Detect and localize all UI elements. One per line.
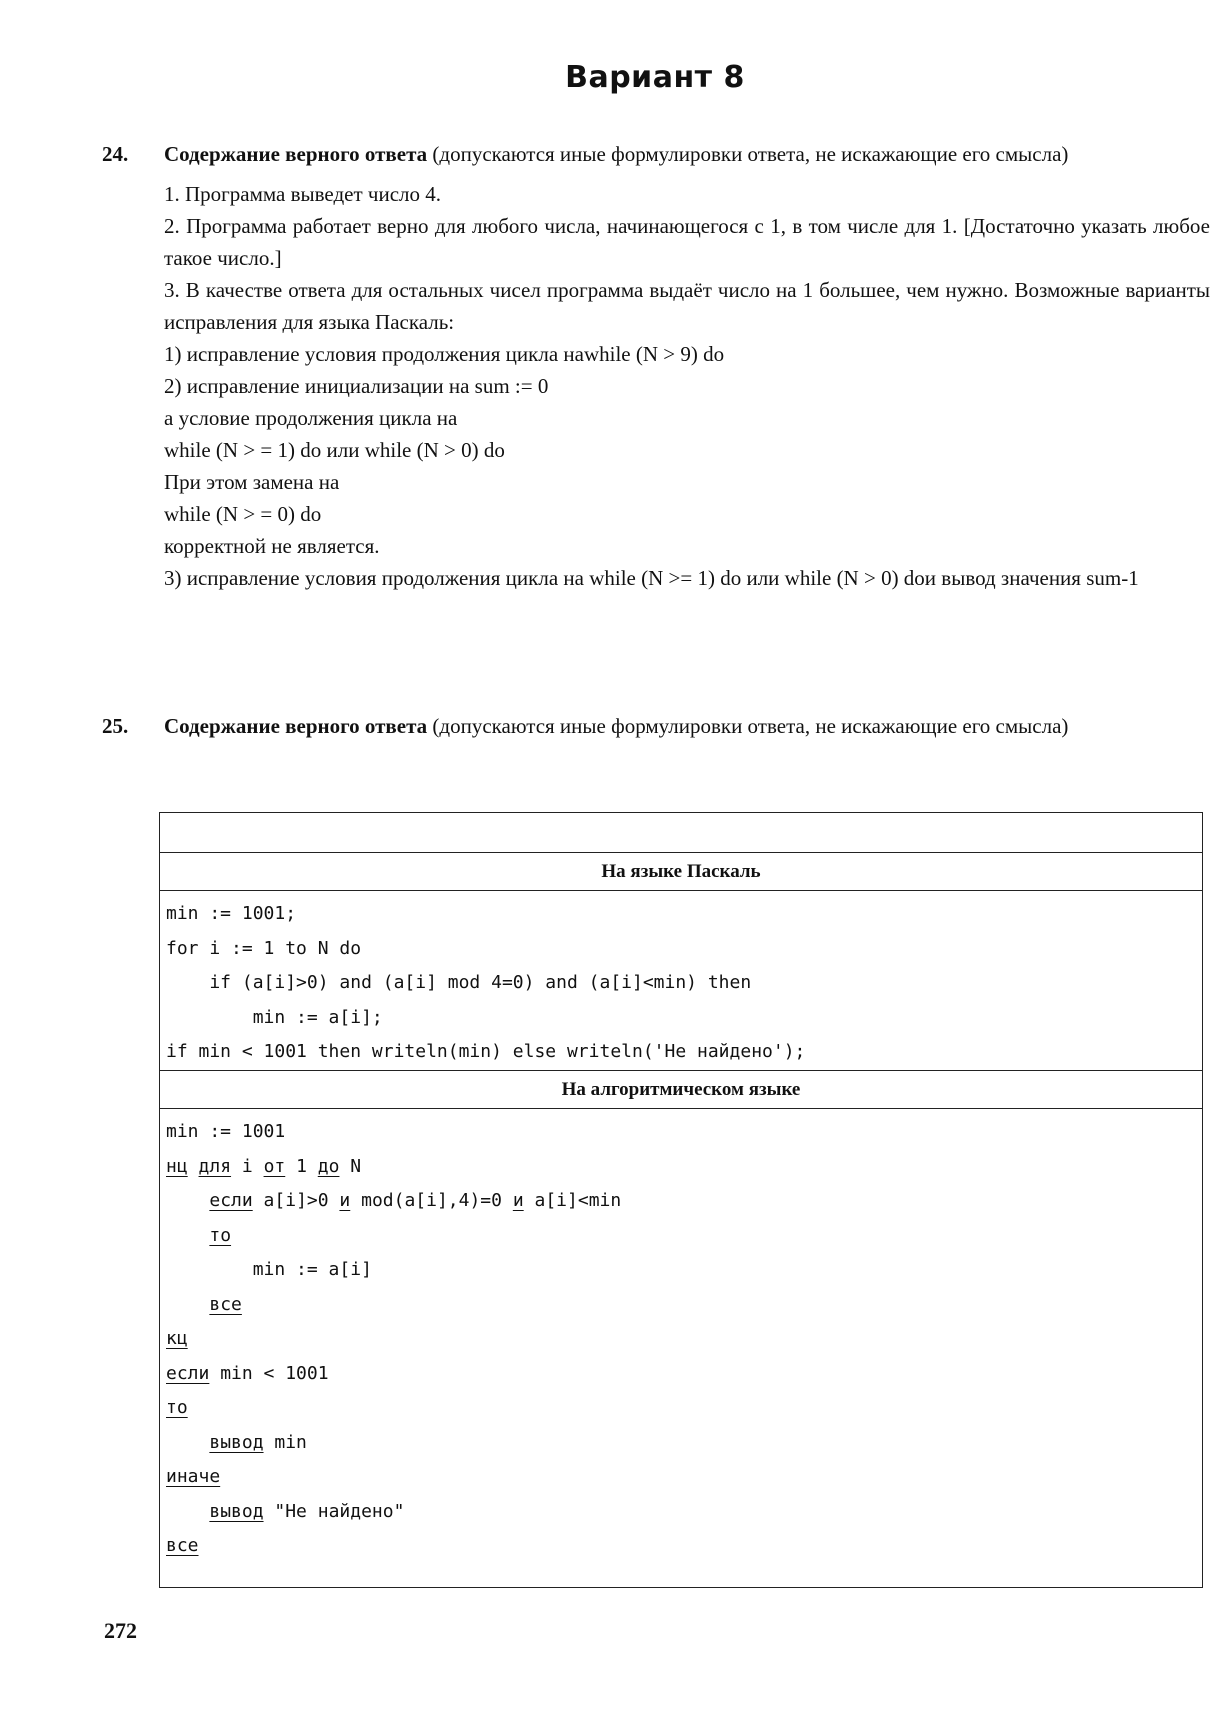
code-line: if (a[i]>0) and (a[i] mod 4=0) and (a[i]<min) then — [166, 972, 752, 993]
code-line — [166, 1184, 1202, 1219]
keyword: все — [209, 1293, 242, 1315]
code-line — [166, 1495, 1202, 1530]
code-text: a[i]<min — [523, 1190, 622, 1211]
code-line — [166, 1219, 1202, 1254]
answer-line: while (N > = 1) do или while (N > 0) do — [164, 438, 505, 462]
keyword: то — [166, 1397, 188, 1418]
code-table — [159, 812, 1203, 1588]
code-line — [166, 1426, 1202, 1461]
question-24 — [102, 138, 1210, 594]
code-text: mod(a[i],4)=0 — [350, 1190, 513, 1211]
code-text: 1 — [285, 1155, 318, 1177]
keyword: вывод — [209, 1500, 264, 1522]
keyword: нц — [166, 1155, 188, 1177]
answer-heading-bold: Содержание верного ответа — [164, 714, 428, 738]
code-line: if min < 1001 then writeln(min) else writeln('Не найдено'); — [166, 1041, 806, 1062]
code-line — [166, 1322, 1202, 1357]
answer-line: 3. В качестве ответа для остальных чисел программа выдаёт число на 1 большее, чем нужно. Возможные варианты исправления для языка Паскаль: — [164, 278, 1210, 334]
answer-line: 1) исправление условия продолжения цикла наwhile (N > 9) do — [164, 342, 725, 366]
keyword: и — [339, 1190, 351, 1211]
code-text: "Не найдено" — [263, 1500, 405, 1522]
keyword: если — [166, 1362, 210, 1384]
question-number: 25. — [102, 714, 129, 738]
keyword: до — [317, 1155, 340, 1177]
answer-heading — [164, 138, 1210, 170]
code-line: min := 1001; — [166, 903, 297, 924]
keyword: от — [263, 1155, 286, 1177]
question-number: 24. — [102, 142, 129, 166]
code-text: min := a[i] — [252, 1259, 372, 1280]
answer-heading-note: (допускаются иные формулировки ответа, не искажающие его смысла) — [427, 142, 1069, 166]
code-text: i — [231, 1155, 264, 1177]
answer-line: а условие продолжения цикла на — [164, 406, 458, 430]
answer-line: корректной не является. — [164, 534, 380, 558]
keyword: иначе — [166, 1466, 221, 1487]
page-number: 272 — [104, 1618, 137, 1643]
code-line — [166, 1460, 1202, 1495]
code-text: min < 1001 — [209, 1362, 329, 1384]
code-text: min — [263, 1431, 307, 1453]
question-25 — [102, 710, 1210, 742]
answer-heading-note: (допускаются иные формулировки ответа, не искажающие его смысла) — [427, 714, 1069, 738]
algo-code — [160, 1109, 1202, 1570]
keyword: кц — [166, 1328, 188, 1349]
algo-header: На алгоритмическом языке — [160, 1071, 1202, 1109]
answer-heading — [164, 710, 1210, 742]
code-text: N — [339, 1155, 362, 1177]
answer-line: 1. Программа выведет число 4. — [164, 182, 441, 206]
code-line: min := 1001 — [166, 1121, 286, 1142]
code-text: a[i]>0 — [252, 1190, 340, 1211]
table-empty-row — [160, 813, 1202, 853]
code-line — [166, 1357, 1202, 1392]
answer-heading-bold: Содержание верного ответа — [164, 142, 428, 166]
code-line: for i := 1 to N do — [166, 937, 362, 959]
code-line: min := a[i]; — [166, 1006, 383, 1028]
answer-line: При этом замена на — [164, 470, 340, 494]
code-line — [166, 1529, 1202, 1564]
code-line — [166, 1391, 1202, 1426]
keyword: вывод — [209, 1431, 264, 1453]
keyword: то — [209, 1224, 232, 1246]
page-title: Вариант 8 — [565, 60, 745, 95]
pascal-header: На языке Паскаль — [160, 853, 1202, 891]
pascal-code — [160, 891, 1202, 1071]
answer-lines — [164, 178, 1210, 594]
keyword: для — [198, 1155, 232, 1177]
code-line — [166, 1150, 1202, 1185]
keyword: если — [209, 1190, 253, 1211]
code-line — [166, 1288, 1202, 1323]
keyword: все — [166, 1535, 199, 1556]
answer-line: 2) исправление инициализации на sum := 0 — [164, 374, 549, 398]
code-line — [166, 1253, 1202, 1288]
answer-line: while (N > = 0) do — [164, 502, 322, 526]
answer-line: 3) исправление условия продолжения цикла на while (N >= 1) do или while (N > 0) doи вывод значения sum-1 — [164, 566, 1139, 590]
answer-line: 2. Программа работает верно для любого числа, начинающегося с 1, в том числе для 1. [Достаточно указать любое такое число.] — [164, 214, 1210, 270]
keyword: и — [512, 1190, 524, 1211]
